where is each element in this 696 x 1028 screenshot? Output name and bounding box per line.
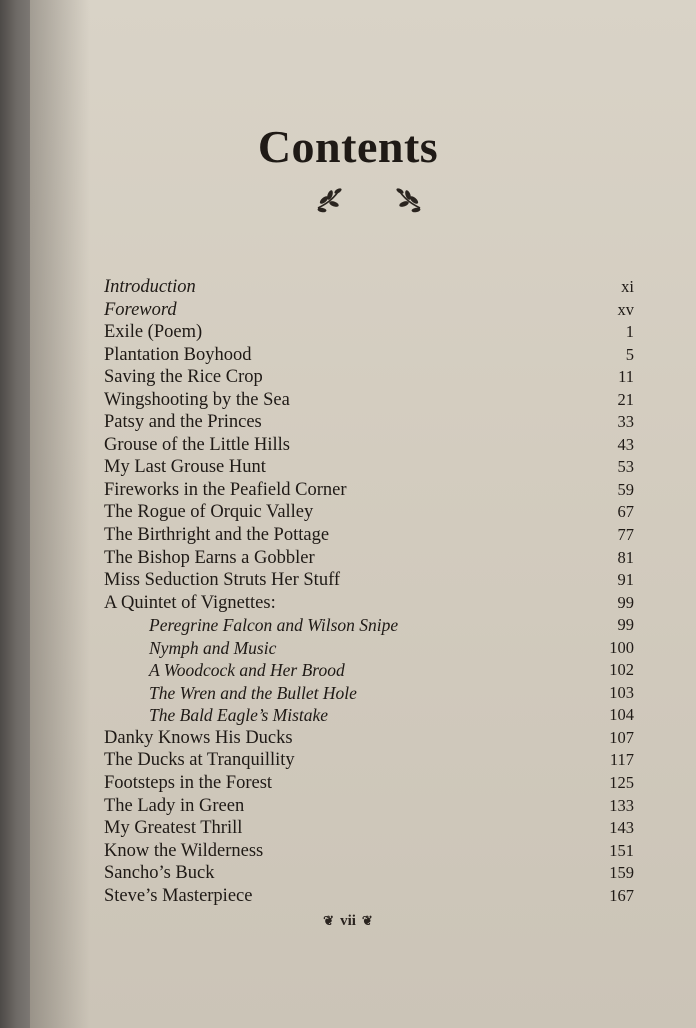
- toc-entry-page: 159: [609, 863, 634, 883]
- toc-entry: [104, 276, 634, 299]
- toc-entry-page: 167: [609, 885, 634, 905]
- toc-entry-page: 151: [609, 840, 634, 860]
- toc-entry-title: Steve’s Masterpiece: [104, 885, 253, 906]
- toc-entry: [104, 456, 634, 479]
- page-title: Contents: [257, 121, 439, 172]
- toc-entry-title: My Last Grouse Hunt: [104, 457, 266, 478]
- toc-entry-title: The Bald Eagle’s Mistake: [149, 705, 329, 726]
- toc-entry: [104, 321, 634, 344]
- toc-entry: [104, 614, 634, 637]
- toc-entry-title: Patsy and the Princes: [104, 412, 262, 433]
- toc-entry: [104, 682, 634, 705]
- toc-entry-title: Fireworks in the Peafield Corner: [104, 479, 347, 500]
- leaf-icon: ❦: [323, 913, 335, 928]
- toc-entry-page: 53: [617, 457, 634, 477]
- toc-entry-title: A Quintet of Vignettes:: [104, 592, 276, 613]
- toc-entry: [104, 411, 634, 434]
- toc-entry-page: xi: [621, 277, 634, 296]
- toc-entry-title: Foreword: [104, 299, 177, 320]
- toc-entry: [104, 569, 634, 592]
- toc-entry: [104, 547, 634, 570]
- toc-entry-page: 59: [617, 479, 634, 499]
- page-footer: [0, 913, 696, 930]
- toc-entry-title: Miss Seduction Struts Her Stuff: [104, 570, 341, 591]
- toc-entry-page: 102: [609, 660, 634, 680]
- toc-entry-page: 103: [609, 682, 634, 702]
- table-of-contents: [104, 276, 634, 907]
- toc-entry-page: 107: [609, 727, 634, 747]
- leaf-sprig-icon: [317, 187, 342, 213]
- toc-entry-title: The Bishop Earns a Gobbler: [104, 547, 315, 568]
- toc-entry-page: 100: [609, 637, 634, 657]
- toc-entry: [104, 389, 634, 412]
- leaf-icon: ❦: [361, 913, 373, 928]
- toc-entry-title: My Greatest Thrill: [104, 818, 243, 839]
- toc-entry: [104, 501, 634, 524]
- toc-entry-page: 77: [617, 525, 634, 545]
- toc-entry-title: The Birthright and the Pottage: [104, 525, 330, 546]
- toc-entry-title: Plantation Boyhood: [104, 344, 252, 365]
- toc-entry-page: 33: [617, 412, 634, 432]
- toc-entry: [104, 659, 634, 682]
- toc-entry-title: Footsteps in the Forest: [104, 773, 273, 794]
- toc-entry: [104, 637, 634, 660]
- toc-entry-title: Introduction: [104, 277, 196, 297]
- page-number: vii: [340, 913, 356, 929]
- toc-entry: [104, 817, 634, 840]
- toc-entry-page: 91: [617, 570, 634, 590]
- toc-entry-page: 133: [609, 795, 634, 815]
- toc-entry: [104, 299, 634, 322]
- toc-entry-title: Saving the Rice Crop: [104, 367, 263, 388]
- toc-entry-page: 5: [625, 344, 634, 364]
- leaf-sprig-ornament: [0, 184, 696, 220]
- toc-entry-page: 81: [617, 547, 634, 567]
- toc-entry-page: 99: [617, 615, 634, 635]
- toc-entry-title: The Ducks at Tranquillity: [104, 750, 295, 771]
- toc-entry: [104, 434, 634, 457]
- toc-entry-page: 21: [617, 389, 634, 409]
- toc-entry-title: Danky Knows His Ducks: [104, 727, 293, 748]
- toc-entry: [104, 524, 634, 547]
- toc-entry: [104, 344, 634, 367]
- toc-entry: [104, 749, 634, 772]
- toc-entry-page: 99: [617, 592, 634, 612]
- toc-entry-title: The Rogue of Orquic Valley: [104, 502, 314, 523]
- toc-entry-page: 143: [609, 818, 634, 838]
- toc-entry: [104, 840, 634, 863]
- leaf-sprig-icon: [396, 187, 421, 213]
- toc-entry-title: Wingshooting by the Sea: [104, 389, 290, 410]
- toc-entry-title: Exile (Poem): [104, 322, 203, 343]
- toc-entry-title: Know the Wilderness: [104, 840, 264, 861]
- toc-entry-title: Grouse of the Little Hills: [104, 434, 290, 455]
- toc-entry-title: A Woodcock and Her Brood: [149, 660, 345, 681]
- toc-entry: [104, 592, 634, 615]
- toc-entry-page: 11: [618, 367, 634, 387]
- toc-entry-title: The Wren and the Bullet Hole: [149, 682, 357, 703]
- toc-entry-page: 117: [609, 750, 634, 770]
- toc-entry-title: The Lady in Green: [104, 795, 245, 816]
- toc-entry-page: 67: [617, 502, 634, 522]
- toc-entry-title: Peregrine Falcon and Wilson Snipe: [149, 615, 399, 636]
- toc-entry-page: 104: [609, 705, 634, 725]
- toc-entry-page: 43: [617, 434, 634, 454]
- toc-entry: [104, 704, 634, 727]
- toc-entry-page: xv: [617, 299, 634, 319]
- toc-entry: [104, 885, 634, 908]
- toc-entry: [104, 862, 634, 885]
- toc-entry: [104, 772, 634, 795]
- toc-entry-page: 125: [609, 773, 634, 793]
- toc-entry: [104, 795, 634, 818]
- toc-entry-page: 1: [625, 322, 634, 342]
- toc-entry: [104, 727, 634, 750]
- toc-entry-title: Nymph and Music: [149, 637, 277, 658]
- toc-entry: [104, 479, 634, 502]
- toc-entry: [104, 366, 634, 389]
- toc-entry-title: Sancho’s Buck: [104, 863, 215, 884]
